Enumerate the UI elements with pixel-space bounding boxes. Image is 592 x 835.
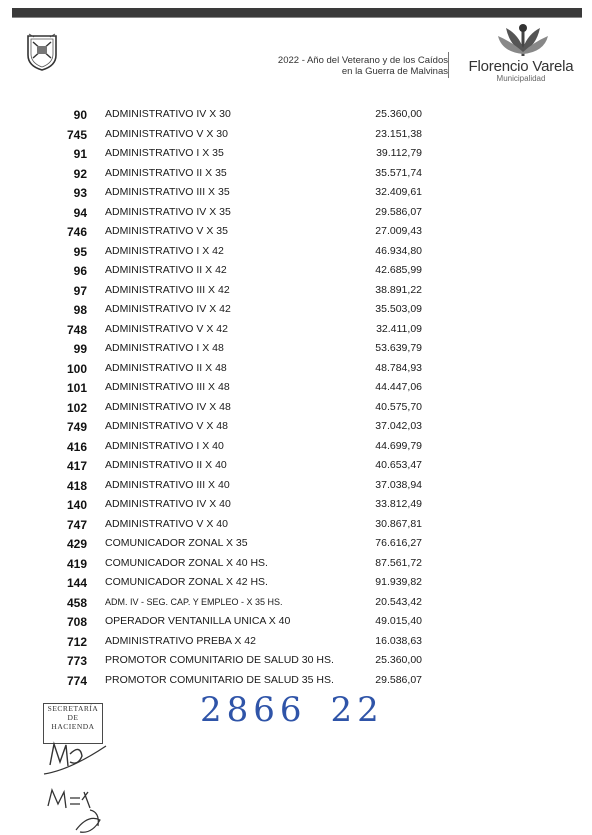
table-row xyxy=(0,671,592,691)
row-code: 419 xyxy=(66,556,87,571)
row-amount: 35.571,74 xyxy=(375,166,422,179)
row-description: COMUNICADOR ZONAL X 40 HS. xyxy=(105,556,268,569)
row-code: 712 xyxy=(66,634,87,649)
row-description: ADMINISTRATIVO IV X 40 xyxy=(105,498,231,510)
table-row xyxy=(0,125,592,145)
row-amount: 33.812,49 xyxy=(375,498,422,510)
row-description: ADMINISTRATIVO III X 40 xyxy=(105,478,230,491)
row-code: 418 xyxy=(66,478,87,493)
row-code: 748 xyxy=(66,322,87,337)
row-description: ADMINISTRATIVO III X 42 xyxy=(105,283,230,296)
row-description: ADMINISTRATIVO I X 42 xyxy=(105,244,224,257)
row-code: 102 xyxy=(66,400,87,415)
row-amount: 44.699,79 xyxy=(375,439,422,452)
row-code: 91 xyxy=(73,147,87,161)
row-amount: 35.503,09 xyxy=(375,303,422,315)
row-code: 417 xyxy=(66,459,87,473)
row-description: ADMINISTRATIVO V X 35 xyxy=(105,225,228,237)
row-description: ADMINISTRATIVO II X 48 xyxy=(105,361,227,374)
row-amount: 44.447,06 xyxy=(375,381,422,393)
row-code: 746 xyxy=(66,225,87,239)
row-code: 144 xyxy=(66,576,87,590)
table-row xyxy=(0,398,592,418)
row-description: ADMINISTRATIVO IV X 35 xyxy=(105,205,231,218)
table-row xyxy=(0,593,592,613)
row-amount: 91.939,82 xyxy=(375,576,422,588)
row-amount: 16.038,63 xyxy=(375,634,422,647)
row-code: 97 xyxy=(73,283,87,298)
row-code: 429 xyxy=(66,537,87,551)
table-row xyxy=(0,300,592,320)
row-code: 749 xyxy=(66,420,87,434)
table-row xyxy=(0,554,592,574)
row-amount: 87.561,72 xyxy=(375,556,422,569)
handwritten-number xyxy=(200,690,384,730)
table-row xyxy=(0,164,592,184)
row-code: 773 xyxy=(66,654,87,668)
row-amount: 76.616,27 xyxy=(375,537,422,549)
stamp-line-3: HACIENDA xyxy=(51,722,95,731)
row-code: 100 xyxy=(66,361,87,376)
table-row xyxy=(0,203,592,223)
row-description: ADMINISTRATIVO V X 42 xyxy=(105,322,228,335)
table-row xyxy=(0,417,592,437)
table-row xyxy=(0,632,592,652)
row-amount: 25.360,00 xyxy=(375,108,422,120)
florencio-varela-logo-icon xyxy=(496,22,550,58)
secretaria-hacienda-stamp xyxy=(43,703,103,744)
row-code: 101 xyxy=(66,381,87,395)
brand xyxy=(462,58,580,83)
row-code: 98 xyxy=(73,303,87,317)
row-description: ADMINISTRATIVO V X 40 xyxy=(105,517,228,530)
row-amount: 40.575,70 xyxy=(375,400,422,413)
row-amount: 29.586,07 xyxy=(375,205,422,218)
row-code: 96 xyxy=(73,264,87,278)
row-description: COMUNICADOR ZONAL X 35 xyxy=(105,537,248,549)
table-row xyxy=(0,339,592,359)
row-code: 92 xyxy=(73,166,87,181)
row-code: 708 xyxy=(66,615,87,629)
row-amount: 46.934,80 xyxy=(375,244,422,257)
row-description: ADMINISTRATIVO V X 48 xyxy=(105,420,228,432)
row-amount: 37.038,94 xyxy=(375,478,422,491)
handwritten-number-1: 2866 xyxy=(200,690,307,730)
brand-subtitle: Municipalidad xyxy=(496,74,546,83)
table-row xyxy=(0,612,592,632)
row-description: ADMINISTRATIVO I X 48 xyxy=(105,342,224,354)
row-description: COMUNICADOR ZONAL X 42 HS. xyxy=(105,576,268,588)
row-amount: 27.009,43 xyxy=(375,225,422,237)
row-amount: 25.360,00 xyxy=(375,654,422,666)
row-amount: 20.543,42 xyxy=(375,595,422,608)
row-amount: 39.112,79 xyxy=(376,147,422,159)
table-row xyxy=(0,183,592,203)
table-row xyxy=(0,144,592,164)
table-row xyxy=(0,456,592,476)
row-description: ADMINISTRATIVO III X 48 xyxy=(105,381,230,393)
row-amount: 49.015,40 xyxy=(375,615,422,627)
table-row xyxy=(0,359,592,379)
motto-line-1: 2022 - Año del Veterano y de los Caídos xyxy=(277,55,448,66)
table-row xyxy=(0,261,592,281)
row-description: OPERADOR VENTANILLA UNICA X 40 xyxy=(105,615,291,627)
table-row xyxy=(0,105,592,125)
row-code: 458 xyxy=(66,595,87,610)
year-motto xyxy=(222,55,448,77)
row-amount: 29.586,07 xyxy=(375,673,422,686)
row-amount: 32.411,09 xyxy=(376,322,422,335)
row-amount: 40.653,47 xyxy=(375,459,422,471)
row-amount: 48.784,93 xyxy=(375,361,422,374)
row-code: 95 xyxy=(73,244,87,259)
table-row xyxy=(0,515,592,535)
row-amount: 23.151,38 xyxy=(375,127,422,140)
table-row xyxy=(0,320,592,340)
row-description: ADMINISTRATIVO IV X 30 xyxy=(105,108,231,120)
row-code: 416 xyxy=(66,439,87,454)
table-row xyxy=(0,378,592,398)
row-amount: 38.891,22 xyxy=(375,283,422,296)
row-description: ADMINISTRATIVO II X 40 xyxy=(105,459,227,471)
page-top-border-thin xyxy=(12,17,582,18)
row-code: 747 xyxy=(66,517,87,532)
signature-icon xyxy=(40,740,115,835)
row-description: ADM. IV - SEG. CAP. Y EMPLEO - X 35 HS. xyxy=(105,596,283,607)
coat-of-arms-icon xyxy=(26,33,58,71)
table-row xyxy=(0,651,592,671)
table-row xyxy=(0,242,592,262)
table-row xyxy=(0,222,592,242)
table-row xyxy=(0,495,592,515)
row-description: ADMINISTRATIVO I X 40 xyxy=(105,439,224,452)
table-row xyxy=(0,573,592,593)
row-description: PROMOTOR COMUNITARIO DE SALUD 30 HS. xyxy=(105,654,334,666)
row-description: ADMINISTRATIVO II X 42 xyxy=(105,264,227,276)
table-row xyxy=(0,534,592,554)
row-amount: 32.409,61 xyxy=(375,186,422,198)
row-amount: 37.042,03 xyxy=(375,420,422,432)
stamp-line-1: SECRETARÍA xyxy=(47,704,99,713)
motto-line-2: en la Guerra de Malvinas xyxy=(341,66,448,77)
row-description: ADMINISTRATIVO IV X 48 xyxy=(105,400,231,413)
page-top-border xyxy=(12,8,582,17)
row-description: ADMINISTRATIVO PREBA X 42 xyxy=(105,634,256,647)
row-amount: 30.867,81 xyxy=(375,517,422,530)
table-row xyxy=(0,476,592,496)
row-description: ADMINISTRATIVO IV X 42 xyxy=(105,303,231,315)
row-description: ADMINISTRATIVO II X 35 xyxy=(105,166,227,179)
brand-name: Florencio Varela xyxy=(468,58,574,75)
handwritten-number-2: 22 xyxy=(330,690,384,730)
row-code: 99 xyxy=(73,342,87,356)
row-code: 140 xyxy=(66,498,87,512)
row-code: 774 xyxy=(66,673,87,688)
header-divider xyxy=(448,52,449,78)
row-code: 93 xyxy=(73,186,87,200)
table-row xyxy=(0,281,592,301)
row-amount: 53.639,79 xyxy=(375,342,422,354)
salary-table xyxy=(0,105,592,690)
stamp-line-2: DE xyxy=(67,713,79,722)
row-amount: 42.685,99 xyxy=(375,264,422,276)
row-code: 90 xyxy=(73,108,87,122)
row-description: PROMOTOR COMUNITARIO DE SALUD 35 HS. xyxy=(105,673,334,686)
row-description: ADMINISTRATIVO I X 35 xyxy=(105,147,224,159)
row-description: ADMINISTRATIVO III X 35 xyxy=(105,186,230,198)
row-description: ADMINISTRATIVO V X 30 xyxy=(105,127,228,140)
row-code: 94 xyxy=(73,205,87,220)
table-row xyxy=(0,437,592,457)
row-code: 745 xyxy=(66,127,87,142)
